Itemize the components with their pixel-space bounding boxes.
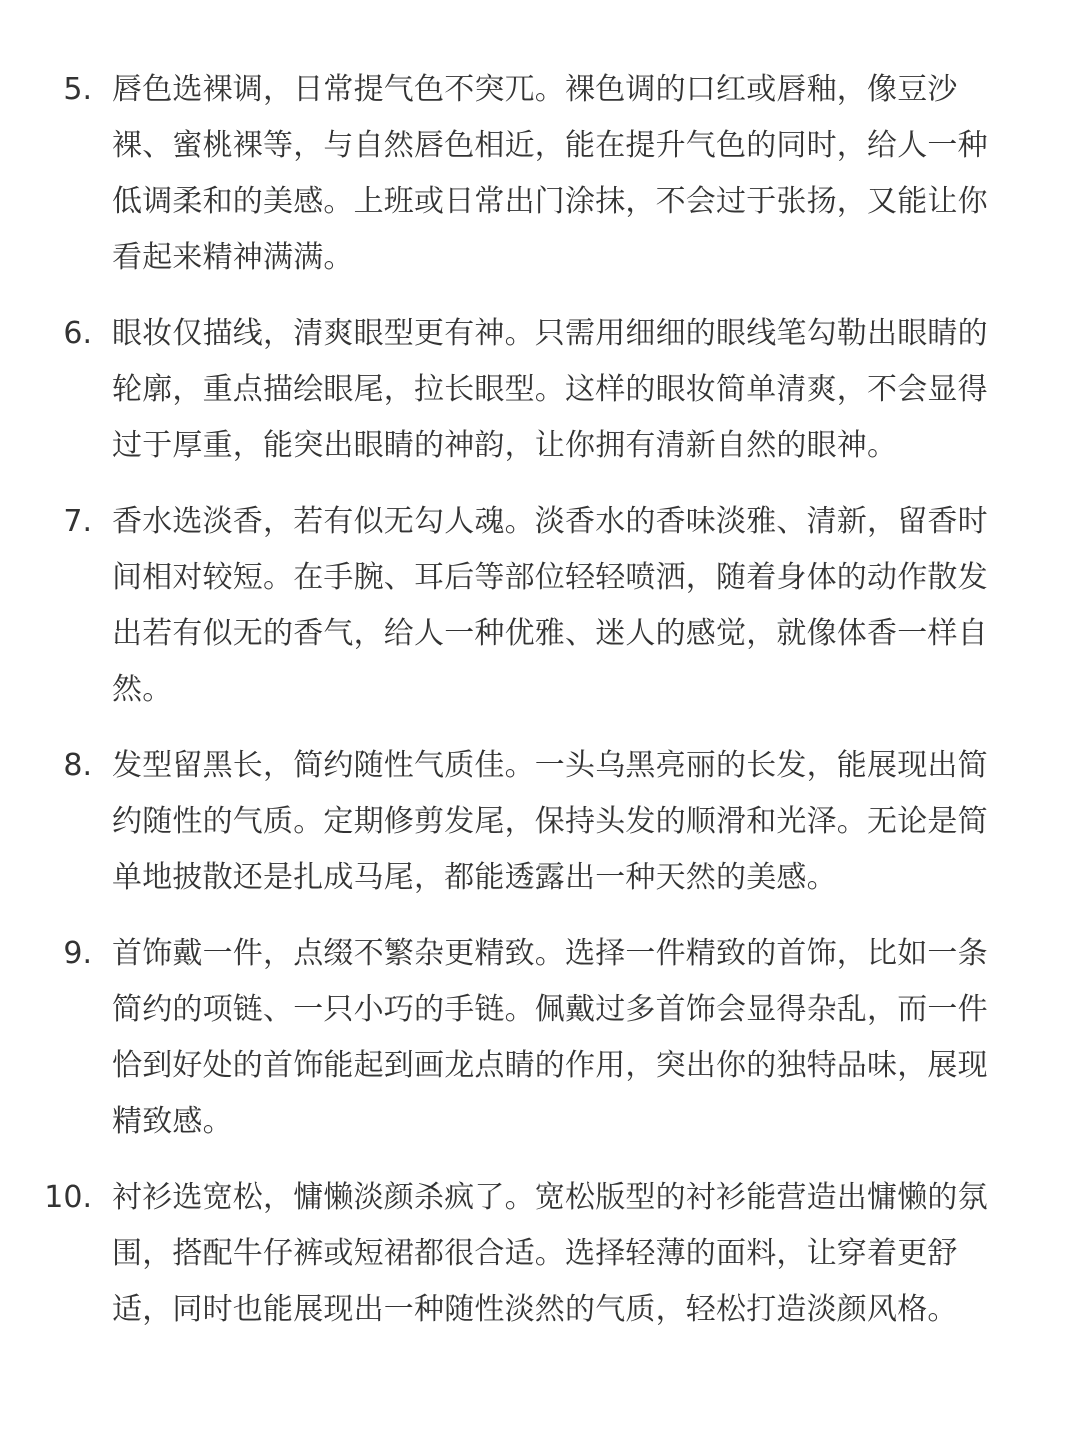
list-item-number: 7. — [63, 504, 92, 539]
list-item — [0, 926, 1080, 1150]
list-item — [0, 62, 1080, 286]
list-item — [0, 494, 1080, 718]
numbered-list — [0, 62, 1080, 1358]
list-item — [0, 306, 1080, 474]
list-item-text: 发型留黑长，简约随性气质佳。一头乌黑亮丽的长发，能展现出简约随性的气质。定期修剪发尾，保持头发的顺滑和光泽。无论是简单地披散还是扎成马尾，都能透露出一种天然的美感。 — [112, 748, 988, 895]
list-item-number: 10. — [44, 1180, 92, 1215]
list-item-number: 5. — [63, 72, 92, 107]
list-item-text: 首饰戴一件，点缀不繁杂更精致。选择一件精致的首饰，比如一条简约的项链、一只小巧的手链。佩戴过多首饰会显得杂乱，而一件恰到好处的首饰能起到画龙点睛的作用，突出你的独特品味，展现精致感。 — [112, 936, 988, 1139]
list-item-number: 6. — [63, 316, 92, 351]
list-item-text: 唇色选裸调，日常提气色不突兀。裸色调的口红或唇釉，像豆沙裸、蜜桃裸等，与自然唇色相近，能在提升气色的同时，给人一种低调柔和的美感。上班或日常出门涂抹，不会过于张扬，又能让你看起来精神满满。 — [112, 72, 988, 275]
list-item-text: 香水选淡香，若有似无勾人魂。淡香水的香味淡雅、清新，留香时间相对较短。在手腕、耳后等部位轻轻喷洒，随着身体的动作散发出若有似无的香气，给人一种优雅、迷人的感觉，就像体香一样自然。 — [112, 504, 988, 707]
list-item-text: 眼妆仅描线，清爽眼型更有神。只需用细细的眼线笔勾勒出眼睛的轮廓，重点描绘眼尾，拉长眼型。这样的眼妆简单清爽，不会显得过于厚重，能突出眼睛的神韵，让你拥有清新自然的眼神。 — [112, 316, 988, 463]
list-item — [0, 738, 1080, 906]
list-item-text: 衬衫选宽松，慵懒淡颜杀疯了。宽松版型的衬衫能营造出慵懒的氛围，搭配牛仔裤或短裙都很合适。选择轻薄的面料，让穿着更舒适，同时也能展现出一种随性淡然的气质，轻松打造淡颜风格。 — [112, 1180, 988, 1327]
list-item — [0, 1170, 1080, 1338]
list-item-number: 8. — [63, 748, 92, 783]
list-item-number: 9. — [63, 936, 92, 971]
